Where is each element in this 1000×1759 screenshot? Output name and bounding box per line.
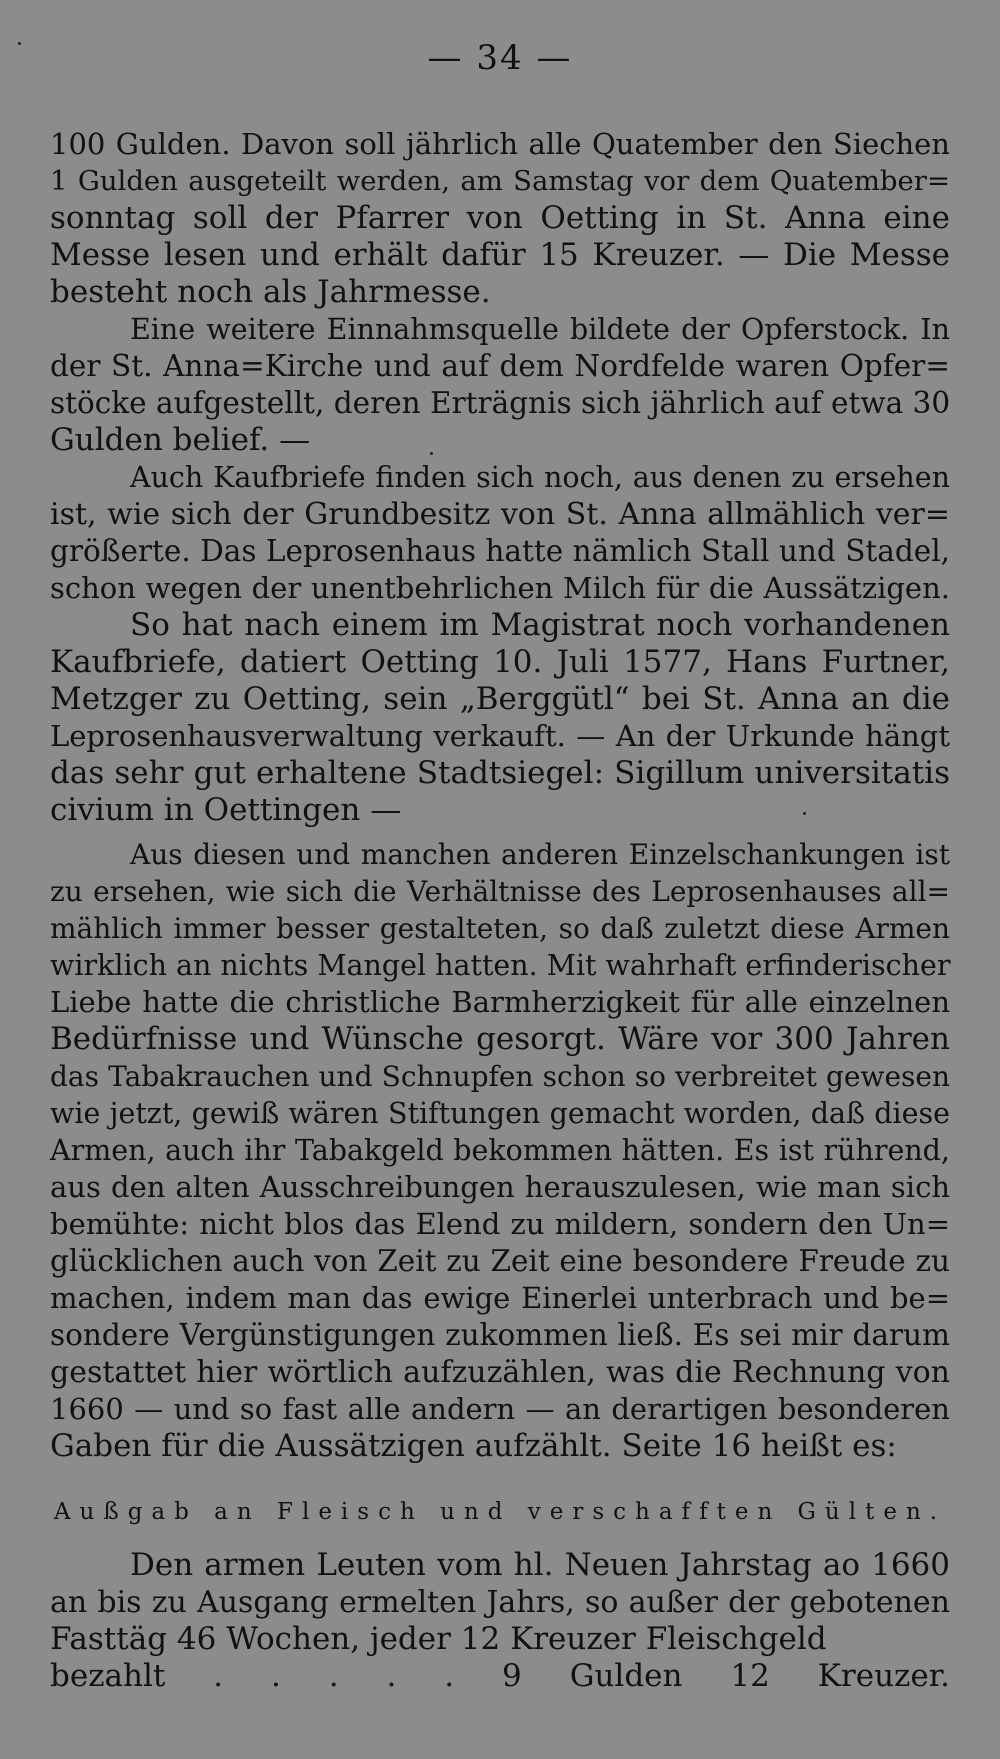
text-line: Liebe hatte die christliche Barmherzigkeit für alle einzelnen bbox=[50, 985, 950, 1019]
text-line: stöcke aufgestellt, deren Erträgnis sich jährlich auf etwa 30 bbox=[50, 386, 951, 420]
text-line: bemühte: nicht blos das Elend zu mildern, sondern den Un= bbox=[50, 1207, 950, 1241]
text-line: civium in Oettingen — bbox=[50, 792, 402, 828]
text-line: Gulden belief. — bbox=[50, 422, 311, 458]
scan-speck bbox=[430, 452, 433, 455]
text-line: So hat nach einem im Magistrat noch vorhandenen bbox=[130, 607, 950, 643]
text-line: Metzger zu Oetting, sein „Berggütl“ bei St. Anna an die bbox=[50, 681, 950, 717]
text-line: 1660 — und so fast alle andern — an derartigen besonderen bbox=[50, 1392, 950, 1426]
text-line: das Tabakrauchen und Schnupfen schon so verbreitet gewesen bbox=[50, 1060, 950, 1093]
text-line: mählich immer besser gestalteten, so daß zuletzt diese Armen bbox=[50, 912, 950, 945]
text-line: zu ersehen, wie sich die Verhältnisse des Leprosenhauses all= bbox=[50, 875, 950, 908]
text-line: wirklich an nichts Mangel hatten. Mit wahrhaft erfinderischer bbox=[50, 949, 951, 982]
text-line: sondere Vergünstigungen zukommen ließ. Es sei mir darum bbox=[50, 1318, 950, 1352]
text-line: Kaufbriefe, datiert Oetting 10. Juli 1577, Hans Furtner, bbox=[50, 644, 950, 680]
text-line: ist, wie sich der Grundbesitz von St. Anna allmählich ver= bbox=[50, 497, 950, 532]
text-line: sonntag soll der Pfarrer von Oetting in St. Anna eine bbox=[50, 200, 950, 236]
text-line: 1 Gulden ausgeteilt werden, am Samstag vor dem Quatember= bbox=[50, 165, 950, 197]
section-heading: Außgab an Fleisch und verschafften Gülten. bbox=[53, 1499, 947, 1525]
text-line: Auch Kaufbriefe finden sich noch, aus denen zu ersehen bbox=[130, 461, 950, 494]
text-line: Armen, auch ihr Tabakgeld bekommen hätten. Es ist rührend, bbox=[50, 1134, 950, 1167]
text-line: gestattet hier wörtlich aufzuzählen, was die Rechnung von bbox=[50, 1355, 950, 1390]
text-line: schon wegen der unentbehrlichen Milch für die Aussätzigen. bbox=[50, 571, 950, 605]
text-line: glücklichen auch von Zeit zu Zeit eine besondere Freude zu bbox=[50, 1244, 950, 1278]
text-line: wie jetzt, gewiß wären Stiftungen gemacht worden, daß diese bbox=[50, 1097, 950, 1130]
scan-speck bbox=[18, 42, 21, 45]
text-line: Aus diesen und manchen anderen Einzelschankungen ist bbox=[130, 838, 950, 871]
text-line: aus den alten Ausschreibungen herauszulesen, wie man sich bbox=[50, 1170, 950, 1204]
scan-speck bbox=[803, 812, 806, 815]
text-line: Gaben für die Aussätzigen aufzählt. Seite 16 heißt es: bbox=[50, 1428, 897, 1464]
text-line: bezahlt . . . . . 9 Gulden 12 Kreuzer. bbox=[50, 1658, 950, 1694]
text-line: größerte. Das Leprosenhaus hatte nämlich Stall und Stadel, bbox=[50, 534, 950, 568]
text-line: machen, indem man das ewige Einerlei unterbrach und be= bbox=[50, 1281, 950, 1315]
text-line: besteht noch als Jahrmesse. bbox=[50, 274, 491, 310]
text-line: Leprosenhausverwaltung verkauft. — An der Urkunde hängt bbox=[50, 719, 950, 753]
text-line: an bis zu Ausgang ermelten Jahrs, so außer der gebotenen bbox=[50, 1585, 950, 1620]
text-line: Messe lesen und erhält dafür 15 Kreuzer. — Die Messe bbox=[50, 237, 950, 273]
text-line: 100 Gulden. Davon soll jährlich alle Quatember den Siechen bbox=[50, 127, 950, 161]
text-line: Fasttäg 46 Wochen, jeder 12 Kreuzer Fleischgeld bbox=[50, 1621, 827, 1657]
text-line: der St. Anna=Kirche und auf dem Nordfelde waren Opfer= bbox=[50, 349, 950, 383]
text-line: Den armen Leuten vom hl. Neuen Jahrstag ao 1660 bbox=[130, 1547, 950, 1583]
page-number: — 34 — bbox=[427, 38, 573, 78]
text-line: das sehr gut erhaltene Stadtsiegel: Sigillum universitatis bbox=[50, 755, 950, 791]
text-line: Bedürfnisse und Wünsche gesorgt. Wäre vor 300 Jahren bbox=[50, 1021, 950, 1057]
text-line: Eine weitere Einnahmsquelle bildete der Opferstock. In bbox=[130, 313, 950, 346]
